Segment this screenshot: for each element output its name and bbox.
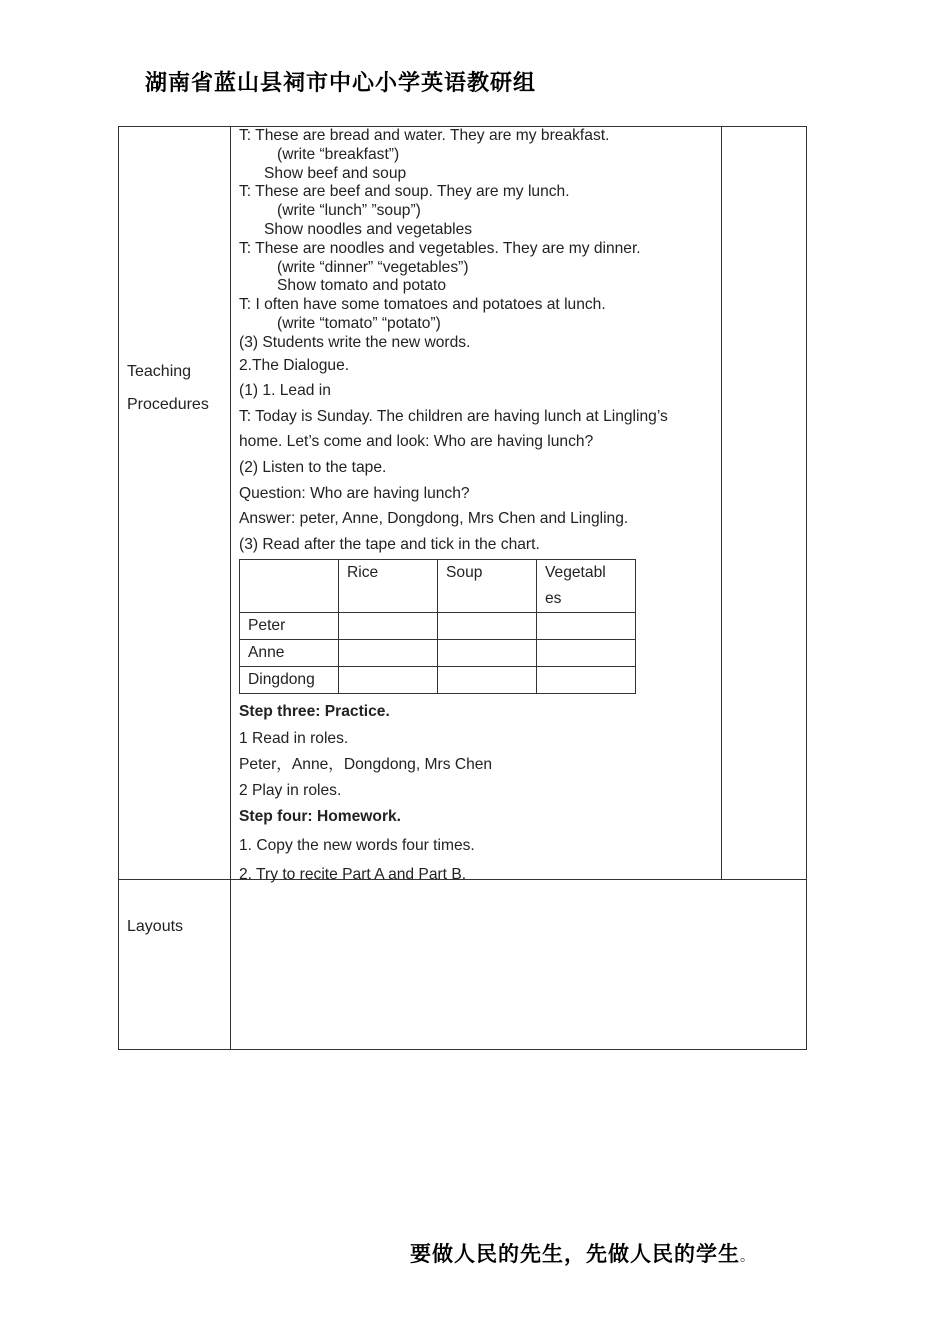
chart-name-cell: Anne [240, 640, 339, 667]
table-left-border [118, 126, 119, 1050]
text-line: Show tomato and potato [277, 277, 447, 295]
chart-tick-cell [438, 667, 537, 694]
text-line: (3) Read after the tape and tick in the chart. [239, 535, 540, 553]
text-line: (3) Students write the new words. [239, 333, 471, 351]
tick-chart [239, 559, 636, 694]
text-line: (write “breakfast”) [277, 145, 400, 163]
chart-tick-cell [537, 613, 636, 640]
page-header-title: 湖南省蓝山县祠市中心小学英语教研组 [145, 70, 537, 96]
text-line: T: I often have some tomatoes and potatoes at lunch. [239, 296, 606, 314]
footer-motto [410, 1238, 755, 1268]
text-line: T: These are bread and water. They are my breakfast. [239, 127, 610, 144]
motto-text: 要做人民的先生，先做人民的学生 [410, 1241, 740, 1266]
chart-tick-cell [339, 640, 438, 667]
label-line: Procedures [127, 396, 209, 413]
text-line: T: These are noodles and vegetables. They are my dinner. [239, 239, 641, 257]
chart-tick-cell [438, 613, 537, 640]
chart-header-row [240, 560, 636, 613]
label-column-divider [230, 126, 231, 1050]
layouts-label: Layouts [127, 918, 184, 935]
header-text-line: Vegetabl [545, 564, 606, 582]
text-line: (write “lunch” ”soup”) [277, 202, 421, 220]
chart-tick-cell [339, 613, 438, 640]
text-line: T: These are beef and soup. They are my lunch. [239, 183, 570, 201]
chart-header-cell [537, 560, 636, 613]
chart-name-cell: Peter [240, 613, 339, 640]
chart-row [240, 613, 636, 640]
text-line: Question: Who are having lunch? [239, 484, 470, 502]
text-line: (1) 1. Lead in [239, 382, 331, 400]
text-line: Peter，Anne，Dongdong, Mrs Chen [239, 755, 493, 773]
step-three-heading: Step three: Practice. [239, 703, 390, 721]
step-four-heading: Step four: Homework. [239, 808, 402, 826]
header-text-line: es [545, 590, 562, 608]
text-line: Show noodles and vegetables [264, 220, 473, 238]
chart-header-cell: Rice [339, 560, 438, 613]
text-line: 2 Play in roles. [239, 781, 342, 799]
table-right-border [806, 126, 807, 1050]
text-line: (write “dinner” “vegetables”) [277, 258, 469, 276]
chart-tick-cell [537, 640, 636, 667]
label-line: Teaching [127, 363, 192, 380]
text-line: Show beef and soup [264, 164, 407, 182]
procedures-content [239, 127, 717, 889]
notes-column-divider [721, 126, 722, 880]
text-line: Answer: peter, Anne, Dongdong, Mrs Chen and Lingling. [239, 510, 629, 528]
chart-row [240, 667, 636, 694]
chart-row [240, 640, 636, 667]
text-line: home. Let’s come and look: Who are having lunch? [239, 433, 594, 451]
text-line: 2.The Dialogue. [239, 356, 350, 374]
text-line: 1 Read in roles. [239, 730, 349, 748]
text-line: 1. Copy the new words four times. [239, 837, 475, 855]
text-line: (write “tomato” “potato”) [277, 314, 441, 332]
chart-header-cell [240, 560, 339, 613]
chart-tick-cell [438, 640, 537, 667]
text-line: T: Today is Sunday. The children are having lunch at Lingling’s [239, 407, 668, 425]
chart-tick-cell [339, 667, 438, 694]
chart-tick-cell [537, 667, 636, 694]
text-line: (2) Listen to the tape. [239, 458, 387, 476]
chart-name-cell: Dingdong [240, 667, 339, 694]
chart-header-cell: Soup [438, 560, 537, 613]
teaching-procedures-label [127, 355, 209, 421]
table-bottom-border [118, 1049, 807, 1050]
text-line: 2. Try to recite Part A and Part B. [239, 866, 467, 884]
motto-end: 。 [740, 1249, 755, 1265]
